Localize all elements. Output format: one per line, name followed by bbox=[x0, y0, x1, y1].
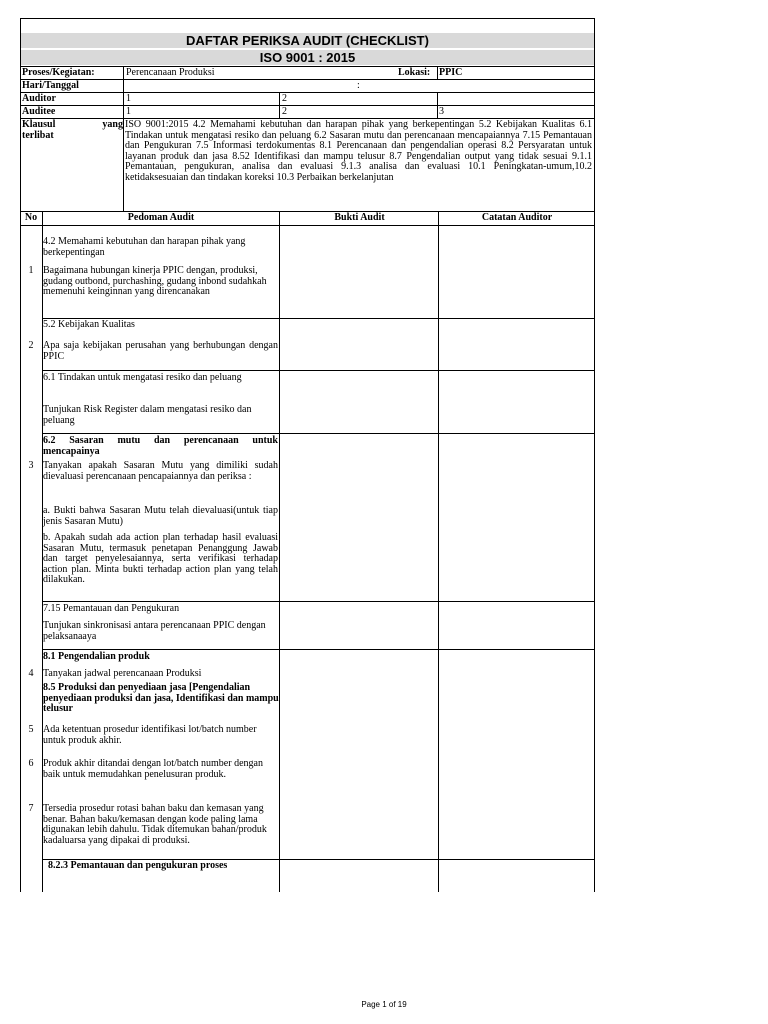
row3-heading: 6.1 Tindakan untuk mengatasi resiko dan peluang bbox=[43, 372, 242, 383]
row1-question: Bagaimana hubungan kinerja PPIC dengan, produksi, gudang outbond, purchashing, gudang inbond sudahkah memenuhi keinginnan yang direncanakan bbox=[43, 265, 267, 297]
row5-question: Tunjukan sinkronisasi antara perencanaan PPIC dengan pelaksanaaya bbox=[43, 620, 266, 642]
klausul-label-2: terlibat bbox=[22, 130, 54, 141]
row10-heading: 8.2.3 Pemantauan dan pengukuran proses bbox=[48, 860, 228, 871]
auditor-1: 1 bbox=[126, 93, 131, 104]
auditor-2: 2 bbox=[282, 93, 287, 104]
col-pedoman: Pedoman Audit bbox=[127, 212, 195, 223]
row6-heading: 8.1 Pengendalian produk bbox=[43, 651, 150, 662]
row9-number: 7 bbox=[28, 803, 34, 814]
auditee-2: 2 bbox=[282, 106, 287, 117]
page-title: DAFTAR PERIKSA AUDIT (CHECKLIST) bbox=[186, 33, 429, 48]
hari-label: Hari/Tanggal bbox=[22, 80, 79, 91]
row4-heading: 6.2 Sasaran mutu dan perencanaan untuk mencapainya bbox=[43, 435, 278, 457]
row4-item-a: a. Bukti bahwa Sasaran Mutu telah dievaluasi(untuk tiap jenis Sasaran Mutu) bbox=[43, 505, 278, 527]
row6-question: Tanyakan jadwal perencanaan Produksi bbox=[43, 668, 202, 679]
auditee-label: Auditee bbox=[22, 106, 56, 117]
lokasi-value: PPIC bbox=[439, 67, 463, 78]
row2-question: Apa saja kebijakan perusahan yang berhubungan dengan PPIC bbox=[43, 340, 278, 362]
row2-heading: 5.2 Kebijakan Kualitas bbox=[43, 319, 135, 330]
row2-number: 2 bbox=[28, 340, 34, 351]
proses-value: Perencanaan Produksi bbox=[126, 67, 215, 78]
col-bukti: Bukti Audit bbox=[334, 212, 385, 223]
row6-number: 4 bbox=[28, 668, 34, 679]
row3-question: Tunjukan Risk Register dalam mengatasi resiko dan peluang bbox=[43, 404, 252, 426]
auditee-1: 1 bbox=[126, 106, 131, 117]
klausul-label-1: Klausul yang bbox=[22, 119, 123, 130]
auditee-3: 3 bbox=[439, 106, 444, 117]
row1-number: 1 bbox=[28, 265, 34, 276]
page-subtitle: ISO 9001 : 2015 bbox=[259, 50, 356, 65]
row1-heading: 4.2 Memahami kebutuhan dan harapan pihak yang berkepentingan bbox=[43, 236, 246, 258]
lokasi-label: Lokasi: bbox=[398, 67, 431, 78]
proses-label: Proses/Kegiatan: bbox=[22, 67, 95, 78]
row6-subheading: 8.5 Produksi dan penyediaan jasa [Pengendalian penyediaan produksi dan jasa, Identifikasi dan mampu telusur bbox=[43, 682, 279, 714]
row9-question: Tersedia prosedur rotasi bahan baku dan kemasan yang benar. Bahan baku/kemasan dengan kode paling lama digunakan lebih dahulu. Tidak ditemukan bahan/produk kadaluarsa yang dipakai di produksi. bbox=[43, 803, 267, 846]
col-no: No bbox=[24, 212, 38, 223]
hari-value: : bbox=[357, 80, 360, 91]
row4-number: 3 bbox=[28, 460, 34, 471]
row4-question: Tanyakan apakah Sasaran Mutu yang dimiliki sudah dievaluasi perencanaan pencapaiannya dan periksa : bbox=[43, 460, 278, 482]
klausul-text: ISO 9001:2015 4.2 Memahami kebutuhan dan harapan pihak yang berkepentingan 5.2 Kebijakan Kualitas 6.1 Tindakan untuk mengatasi resiko dan peluang 6.2 Sasaran mutu dan perencanaan mencapaiannya 7.15 Pemantauan dan Pengukuran 7.5 Informasi terdokumentas 8.1 Perencanaan dan pengendalian operasi 8.2 Persyaratan untuk layanan produk dan jasa 8.52 Identifikasi dan mampu telusur 8.7 Pengendalian output yang tidak sesuai 9.1.1 Pemantauan, pengukuran, analisa dan evaluasi 9.1.3 analisa dan evaluasi 10.1 Peningkatan-umum,10.2 ketidaksesuaian dan tindakan koreksi 10.3 Perbaikan berkelanjutan bbox=[125, 119, 592, 183]
row4-item-b: b. Apakah sudah ada action plan terhadap hasil evaluasi Sasaran Mutu, termasuk penetapan Penanggung Jawab dan target penyelesaiannya, serta verifikasi terhadap action plan. Minta bukti terhadap action plan yang telah dilakukan. bbox=[43, 532, 278, 585]
row8-number: 6 bbox=[28, 758, 34, 769]
row7-question: Ada ketentuan prosedur identifikasi lot/batch number untuk produk akhir. bbox=[43, 724, 257, 746]
page-number: Page 1 of 19 bbox=[361, 1000, 407, 1009]
row7-number: 5 bbox=[28, 724, 34, 735]
auditor-label: Auditor bbox=[22, 93, 56, 104]
col-catatan: Catatan Auditor bbox=[481, 212, 553, 223]
row5-heading: 7.15 Pemantauan dan Pengukuran bbox=[43, 603, 180, 614]
row8-question: Produk akhir ditandai dengan lot/batch number dengan baik untuk memudahkan penelusuran produk. bbox=[43, 758, 263, 780]
klausul-label bbox=[22, 120, 123, 131]
